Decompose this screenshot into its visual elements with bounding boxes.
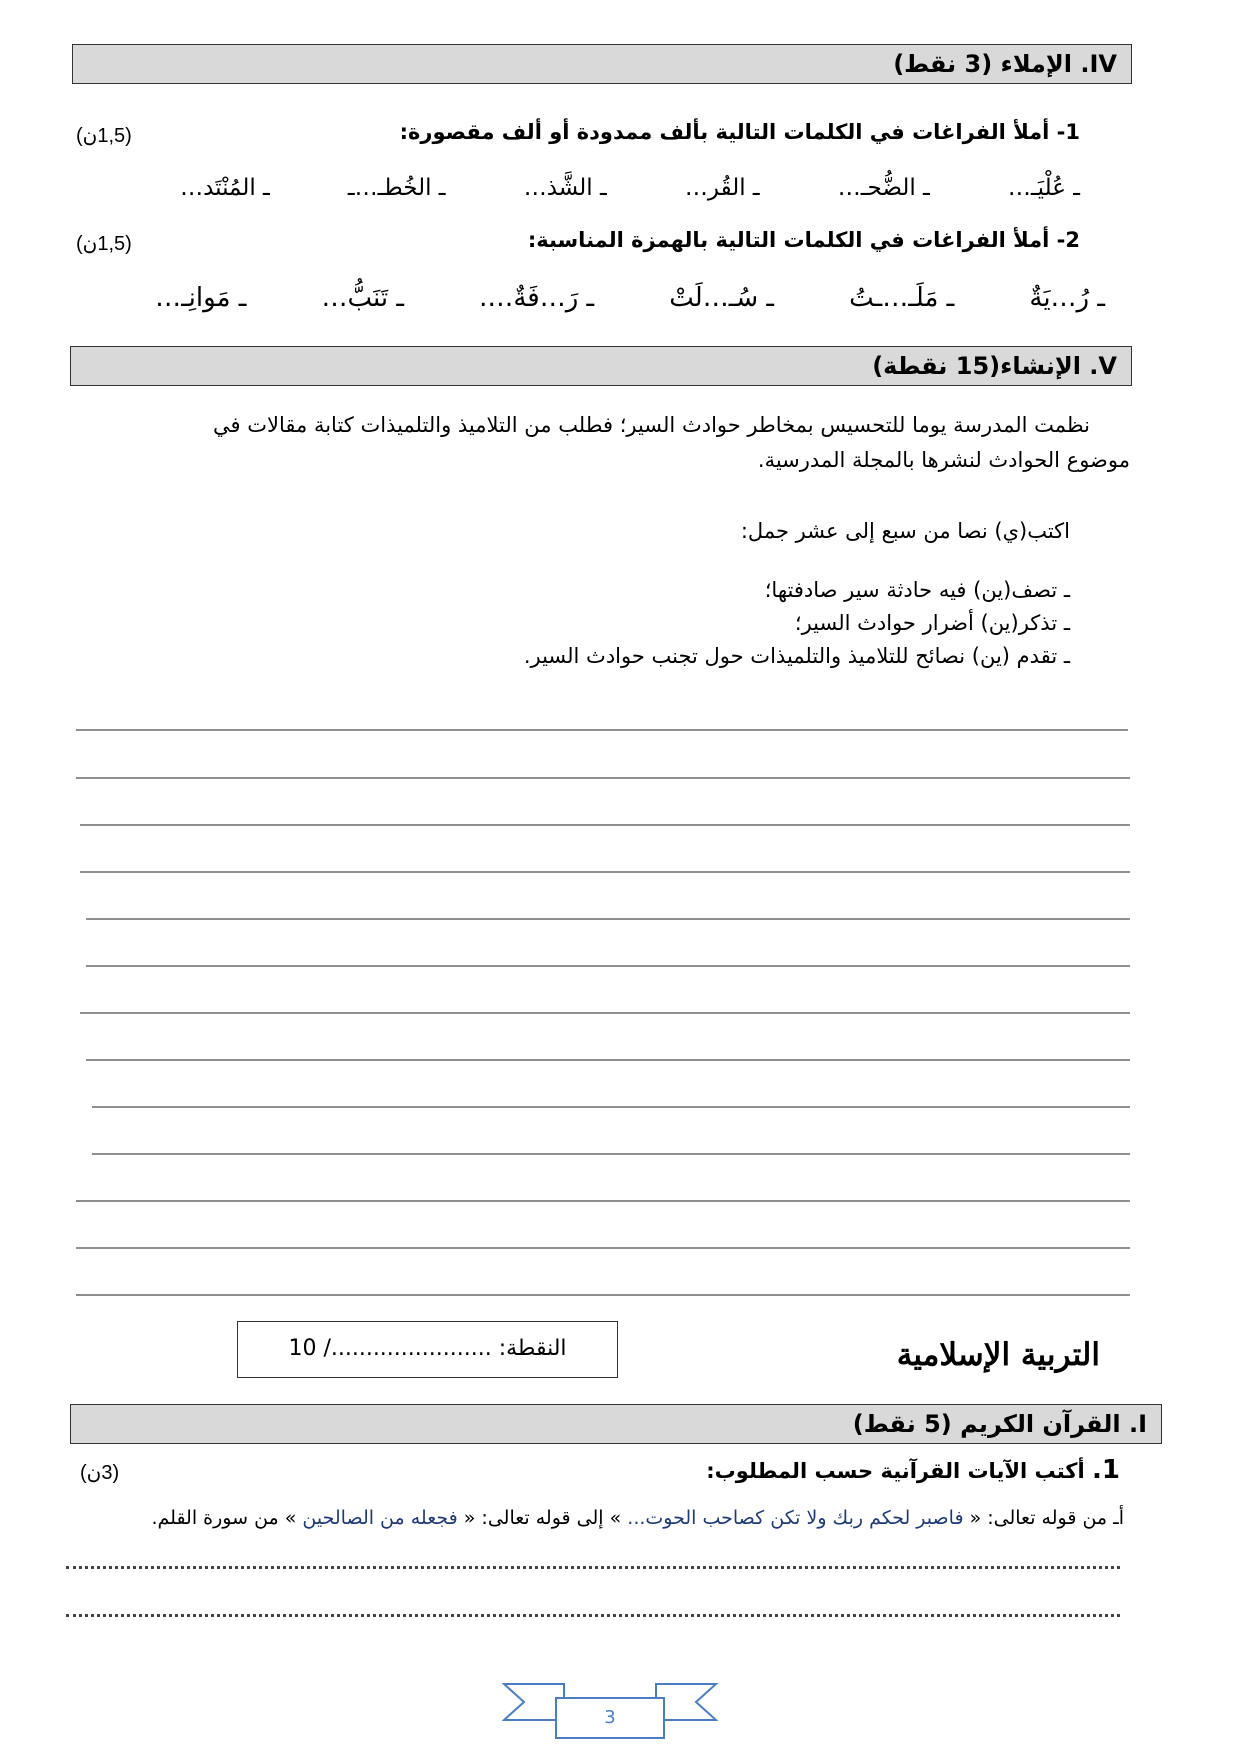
- writing-line[interactable]: [76, 729, 1128, 731]
- imlaa-q1-number: 1-: [1056, 120, 1080, 144]
- quran-q1-score: (3ن): [80, 1462, 120, 1484]
- imlaa-q1-word[interactable]: ـ القُر…: [684, 175, 760, 201]
- writing-line[interactable]: [92, 1153, 1130, 1155]
- writing-line[interactable]: [76, 777, 1130, 779]
- imlaa-q2-word[interactable]: ـ مَوانِـ…: [155, 283, 247, 313]
- imlaa-q2-score: (1,5ن): [76, 233, 132, 255]
- imlaa-q2-word[interactable]: ـ مَلَـ…ـتُ: [849, 283, 955, 313]
- imlaa-q2-word[interactable]: ـ رُ…يَةٌ: [1029, 283, 1105, 313]
- writing-line[interactable]: [86, 918, 1130, 920]
- imlaa-q1-word[interactable]: ـ الضُّحـ…: [837, 175, 930, 201]
- imlaa-q1-text: أملأ الفراغات في الكلمات التالية بألف ممدودة أو ألف مقصورة:: [399, 120, 1050, 144]
- inshaa-bullet-item: ـ تذكر(ين) أضرار حوادث السير؛: [794, 611, 1070, 635]
- answer-dotted-line[interactable]: [66, 1614, 1120, 1617]
- imlaa-q2-word[interactable]: ـ سُـ…لَتْ: [669, 283, 774, 313]
- writing-line[interactable]: [76, 1200, 1130, 1202]
- quran-q1-instruction: [220, 1455, 1120, 1485]
- quran-verse-end: فجعله من الصالحين: [302, 1507, 458, 1529]
- inshaa-bullet-item: ـ تقدم (ين) نصائح للتلاميذ والتلميذات حول تجنب حوادث السير.: [523, 644, 1070, 668]
- writing-line[interactable]: [92, 1106, 1130, 1108]
- quran-section-header: [70, 1404, 1162, 1444]
- inshaa-bullet-item: ـ تصف(ين) فيه حادثة سير صادفتها؛: [764, 578, 1070, 602]
- quran-item-a: [54, 1507, 1124, 1529]
- inshaa-intro-line-2: موضوع الحوادث لنشرها بالمجلة المدرسية.: [757, 448, 1130, 472]
- writing-line[interactable]: [86, 1059, 1130, 1061]
- imlaa-q1-instruction: [180, 120, 1080, 144]
- quran-item-a-prefix: أـ من قوله تعالى: «: [969, 1507, 1124, 1529]
- writing-line[interactable]: [76, 1247, 1130, 1249]
- inshaa-section-number: V.: [1089, 352, 1117, 380]
- score-box-label[interactable]: النقطة: ......................./ 10: [288, 1336, 567, 1361]
- imlaa-q1-word-row: [180, 175, 1080, 201]
- imlaa-section-title: الإملاء (3 نقط): [893, 50, 1072, 78]
- writing-line[interactable]: [76, 1294, 1130, 1296]
- inshaa-intro-line-1: نظمت المدرسة يوما للتحسيس بمخاطر حوادث السير؛ فطلب من التلاميذ والتلميذات كتابة مقالات في: [213, 413, 1090, 437]
- imlaa-q2-word[interactable]: ـ تَنَبُّ…: [321, 283, 404, 313]
- answer-dotted-line[interactable]: [66, 1566, 1120, 1569]
- imlaa-section-header: [72, 44, 1132, 84]
- writing-line[interactable]: [80, 824, 1130, 826]
- inshaa-instruction: اكتب(ي) نصا من سبع إلى عشر جمل:: [740, 519, 1070, 543]
- imlaa-q1-word[interactable]: ـ الشَّذ…: [523, 175, 607, 201]
- quran-q1-text: أكتب الآيات القرآنية حسب المطلوب:: [706, 1459, 1085, 1483]
- quran-section-number: I.: [1128, 1410, 1147, 1438]
- imlaa-q2-word[interactable]: ـ رَ…فَةٌ….: [479, 283, 595, 313]
- imlaa-q1-word[interactable]: ـ الخُطـ…ـ: [347, 175, 446, 201]
- quran-item-a-mid: » إلى قوله تعالى: «: [463, 1507, 622, 1529]
- inshaa-prompt: [100, 408, 1130, 478]
- quran-section-title: القرآن الكريم (5 نقط): [852, 1410, 1121, 1438]
- imlaa-q1-word[interactable]: ـ عُلْيَـ…: [1007, 175, 1080, 201]
- imlaa-q2-word-row: [155, 283, 1105, 313]
- islamic-subject-title: التربية الإسلامية: [896, 1337, 1100, 1373]
- imlaa-q2-text: أملأ الفراغات في الكلمات التالية بالهمزة المناسبة:: [527, 228, 1050, 252]
- page-number-ribbon: [502, 1680, 718, 1742]
- imlaa-q1-word[interactable]: ـ المُنْتَد…: [180, 175, 270, 201]
- score-box: [237, 1321, 618, 1378]
- quran-item-a-suffix: » من سورة القلم.: [151, 1507, 297, 1529]
- imlaa-q1-score: (1,5ن): [76, 125, 132, 147]
- writing-line[interactable]: [80, 1012, 1130, 1014]
- imlaa-section-number: IV.: [1080, 50, 1117, 78]
- quran-q1-number: 1.: [1092, 1455, 1120, 1485]
- imlaa-q2-instruction: [180, 228, 1080, 252]
- inshaa-section-header: [70, 346, 1132, 386]
- page-number: 3: [604, 1707, 616, 1728]
- inshaa-section-title: الإنشاء(15 نقطة): [872, 352, 1081, 380]
- writing-line[interactable]: [86, 965, 1130, 967]
- inshaa-bullets: [170, 574, 1070, 673]
- quran-verse-start: فاصبر لحكم ربك ولا تكن كصاحب الحوت...: [627, 1507, 964, 1529]
- writing-line[interactable]: [80, 871, 1130, 873]
- imlaa-q2-number: 2-: [1056, 228, 1080, 252]
